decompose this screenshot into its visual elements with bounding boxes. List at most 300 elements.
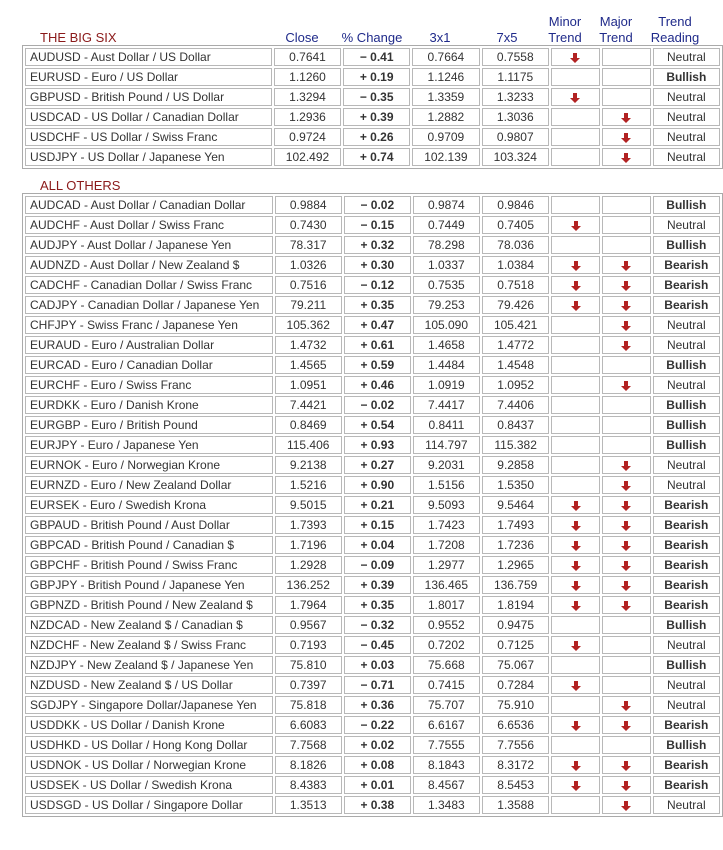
- percent-change: + 0.93: [344, 436, 411, 454]
- minor-trend-cell: [551, 296, 600, 314]
- trend-reading: Bearish: [653, 556, 720, 574]
- major-trend-cell: [602, 128, 651, 146]
- pair-name: USDSEK - US Dollar / Swedish Krona: [25, 776, 273, 794]
- percent-change: + 0.32: [344, 236, 411, 254]
- pair-name: USDNOK - US Dollar / Norwegian Krone: [25, 756, 273, 774]
- pair-name: USDJPY - US Dollar / Japanese Yen: [25, 148, 272, 166]
- percent-change: + 0.08: [344, 756, 411, 774]
- close-value: 0.7397: [275, 676, 342, 694]
- minor-trend-cell: [551, 396, 600, 414]
- down-arrow-icon: [570, 580, 582, 592]
- pair-name: EURCAD - Euro / Canadian Dollar: [25, 356, 273, 374]
- value-3x1: 1.3483: [413, 796, 480, 814]
- value-7x5: 1.0952: [482, 376, 549, 394]
- minor-trend-cell: [551, 676, 600, 694]
- percent-change: + 0.26: [343, 128, 410, 146]
- pair-name: EURCHF - Euro / Swiss Franc: [25, 376, 273, 394]
- value-3x1: 1.4484: [413, 356, 480, 374]
- value-7x5: 1.3233: [482, 88, 549, 106]
- value-7x5: 8.5453: [482, 776, 549, 794]
- percent-change: − 0.02: [344, 196, 411, 214]
- trend-reading: Bearish: [653, 716, 720, 734]
- value-3x1: 1.8017: [413, 596, 480, 614]
- trend-reading: Neutral: [653, 108, 720, 126]
- down-arrow-icon: [570, 500, 582, 512]
- table-row: [25, 256, 720, 274]
- close-value: 7.4421: [275, 396, 342, 414]
- close-value: 102.492: [274, 148, 341, 166]
- percent-change: + 0.03: [344, 656, 411, 674]
- value-3x1: 7.7555: [413, 736, 480, 754]
- down-arrow-icon: [570, 300, 582, 312]
- down-arrow-icon: [620, 152, 632, 164]
- table-row: [25, 296, 720, 314]
- minor-trend-cell: [551, 756, 600, 774]
- close-value: 7.7568: [275, 736, 342, 754]
- value-3x1: 1.0337: [413, 256, 480, 274]
- value-7x5: 1.8194: [482, 596, 549, 614]
- trend-reading: Neutral: [653, 456, 720, 474]
- close-value: 75.818: [275, 696, 342, 714]
- major-trend-cell: [602, 68, 651, 86]
- trend-reading: Neutral: [653, 128, 720, 146]
- down-arrow-icon: [570, 600, 582, 612]
- table-row: [25, 48, 720, 66]
- table-row: [25, 656, 720, 674]
- close-value: 0.8469: [275, 416, 342, 434]
- major-trend-cell: [602, 396, 651, 414]
- pair-name: GBPNZD - British Pound / New Zealand $: [25, 596, 273, 614]
- close-value: 1.0951: [275, 376, 342, 394]
- pair-name: CADCHF - Canadian Dollar / Swiss Franc: [25, 276, 273, 294]
- trend-reading: Bearish: [653, 756, 720, 774]
- value-3x1: 6.6167: [413, 716, 480, 734]
- value-3x1: 1.2977: [413, 556, 480, 574]
- value-7x5: 1.7236: [482, 536, 549, 554]
- value-3x1: 79.253: [413, 296, 480, 314]
- minor-trend-cell: [551, 196, 600, 214]
- value-7x5: 9.2858: [482, 456, 549, 474]
- table-row: [25, 68, 720, 86]
- value-7x5: 105.421: [482, 316, 549, 334]
- trend-reading: Neutral: [653, 696, 720, 714]
- table-row: [25, 148, 720, 166]
- value-7x5: 0.7558: [482, 48, 549, 66]
- close-value: 0.9884: [275, 196, 342, 214]
- major-trend-cell: [602, 616, 651, 634]
- value-3x1: 105.090: [413, 316, 480, 334]
- down-arrow-icon: [570, 540, 582, 552]
- close-value: 136.252: [275, 576, 342, 594]
- trend-reading: Neutral: [653, 676, 720, 694]
- value-3x1: 102.139: [412, 148, 479, 166]
- table-row: [25, 396, 720, 414]
- close-value: 1.2928: [275, 556, 342, 574]
- table-row: [25, 796, 720, 814]
- value-3x1: 75.707: [413, 696, 480, 714]
- down-arrow-icon: [620, 580, 632, 592]
- table-row: [25, 696, 720, 714]
- value-3x1: 0.9874: [413, 196, 480, 214]
- down-arrow-icon: [570, 640, 582, 652]
- percent-change: + 0.04: [344, 536, 411, 554]
- down-arrow-icon: [570, 220, 582, 232]
- table-row: [25, 196, 720, 214]
- down-arrow-icon: [620, 560, 632, 572]
- trend-reading: Bearish: [653, 296, 720, 314]
- value-3x1: 1.7423: [413, 516, 480, 534]
- trend-reading: Neutral: [653, 476, 720, 494]
- major-trend-cell: [602, 48, 651, 66]
- down-arrow-icon: [570, 760, 582, 772]
- value-7x5: 1.3036: [482, 108, 549, 126]
- value-7x5: 0.7284: [482, 676, 549, 694]
- value-7x5: 1.4548: [482, 356, 549, 374]
- major-trend-cell: [602, 656, 651, 674]
- pair-name: CADJPY - Canadian Dollar / Japanese Yen: [25, 296, 273, 314]
- percent-change: + 0.02: [344, 736, 411, 754]
- value-7x5: 1.5350: [482, 476, 549, 494]
- close-value: 0.9724: [274, 128, 341, 146]
- major-trend-cell: [602, 436, 651, 454]
- major-trend-cell: [602, 88, 651, 106]
- trend-reading: Bullish: [653, 656, 720, 674]
- minor-trend-cell: [551, 796, 600, 814]
- percent-change: − 0.22: [344, 716, 411, 734]
- table-row: [25, 216, 720, 234]
- minor-trend-cell: [551, 88, 600, 106]
- minor-trend-cell: [551, 356, 600, 374]
- minor-trend-cell: [551, 108, 600, 126]
- pair-name: AUDUSD - Aust Dollar / US Dollar: [25, 48, 272, 66]
- value-7x5: 75.910: [482, 696, 549, 714]
- major-trend-cell: [602, 496, 651, 514]
- minor-trend-cell: [551, 336, 600, 354]
- percent-change: − 0.71: [344, 676, 411, 694]
- table-row: [25, 596, 720, 614]
- value-7x5: 103.324: [482, 148, 549, 166]
- value-7x5: 78.036: [482, 236, 549, 254]
- major-trend-cell: [602, 196, 651, 214]
- percent-change: + 0.01: [344, 776, 411, 794]
- percent-change: + 0.35: [344, 296, 411, 314]
- major-trend-cell: [602, 636, 651, 654]
- trend-reading: Bullish: [653, 416, 720, 434]
- table-row: [25, 516, 720, 534]
- trend-reading: Bearish: [653, 776, 720, 794]
- close-value: 1.4732: [275, 336, 342, 354]
- value-3x1: 0.7664: [412, 48, 479, 66]
- percent-change: + 0.39: [344, 576, 411, 594]
- trend-reading: Neutral: [653, 216, 720, 234]
- major-trend-cell: [602, 148, 651, 166]
- percent-change: − 0.41: [343, 48, 410, 66]
- table-row: [25, 236, 720, 254]
- minor-trend-cell: [551, 68, 600, 86]
- major-trend-cell: [602, 596, 651, 614]
- trend-reading: Bearish: [653, 496, 720, 514]
- major-trend-cell: [602, 316, 651, 334]
- minor-trend-cell: [551, 616, 600, 634]
- down-arrow-icon: [620, 720, 632, 732]
- minor-trend-cell: [551, 576, 600, 594]
- table-row: [25, 88, 720, 106]
- trend-reading: Bearish: [653, 276, 720, 294]
- major-trend-cell: [602, 536, 651, 554]
- pair-name: USDCHF - US Dollar / Swiss Franc: [25, 128, 272, 146]
- minor-trend-cell: [551, 516, 600, 534]
- close-value: 9.5015: [275, 496, 342, 514]
- header-minor-trend-line1: Minor: [548, 14, 582, 29]
- table-row: [25, 496, 720, 514]
- close-value: 9.2138: [275, 456, 342, 474]
- value-3x1: 1.5156: [413, 476, 480, 494]
- major-trend-cell: [602, 696, 651, 714]
- major-trend-cell: [602, 336, 651, 354]
- close-value: 1.0326: [275, 256, 342, 274]
- pair-name: AUDCHF - Aust Dollar / Swiss Franc: [25, 216, 273, 234]
- table-row: [25, 756, 720, 774]
- value-3x1: 9.2031: [413, 456, 480, 474]
- minor-trend-cell: [551, 496, 600, 514]
- value-7x5: 0.7125: [482, 636, 549, 654]
- value-7x5: 0.9475: [482, 616, 549, 634]
- down-arrow-icon: [620, 300, 632, 312]
- table-row: [25, 716, 720, 734]
- table-row: [25, 576, 720, 594]
- down-arrow-icon: [570, 520, 582, 532]
- trend-reading: Neutral: [653, 376, 720, 394]
- minor-trend-cell: [551, 216, 600, 234]
- pair-name: NZDUSD - New Zealand $ / US Dollar: [25, 676, 273, 694]
- section-title-all-others: ALL OTHERS: [40, 178, 121, 193]
- header-close: Close: [285, 30, 319, 45]
- percent-change: + 0.47: [344, 316, 411, 334]
- pair-name: USDCAD - US Dollar / Canadian Dollar: [25, 108, 272, 126]
- minor-trend-cell: [551, 696, 600, 714]
- pair-name: EURSEK - Euro / Swedish Krona: [25, 496, 273, 514]
- pair-name: GBPJPY - British Pound / Japanese Yen: [25, 576, 273, 594]
- header-major-trend: [591, 14, 641, 46]
- close-value: 8.4383: [275, 776, 342, 794]
- pair-name: GBPCAD - British Pound / Canadian $: [25, 536, 273, 554]
- table-row: [25, 456, 720, 474]
- value-7x5: 1.0384: [482, 256, 549, 274]
- down-arrow-icon: [620, 540, 632, 552]
- major-trend-cell: [602, 416, 651, 434]
- table-row: [25, 336, 720, 354]
- trend-reading: Neutral: [653, 48, 720, 66]
- value-7x5: 7.7556: [482, 736, 549, 754]
- value-7x5: 0.9807: [482, 128, 549, 146]
- minor-trend-cell: [551, 596, 600, 614]
- minor-trend-cell: [551, 416, 600, 434]
- down-arrow-icon: [620, 480, 632, 492]
- header-major-trend-line2: Trend: [599, 30, 633, 45]
- percent-change: + 0.19: [343, 68, 410, 86]
- close-value: 6.6083: [275, 716, 342, 734]
- pair-name: CHFJPY - Swiss Franc / Japanese Yen: [25, 316, 273, 334]
- table-row: [25, 416, 720, 434]
- down-arrow-icon: [620, 600, 632, 612]
- down-arrow-icon: [620, 260, 632, 272]
- down-arrow-icon: [569, 52, 581, 64]
- down-arrow-icon: [620, 280, 632, 292]
- value-7x5: 136.759: [482, 576, 549, 594]
- header-change: % Change: [341, 30, 403, 45]
- big-six-table: [22, 45, 723, 169]
- pair-name: AUDCAD - Aust Dollar / Canadian Dollar: [25, 196, 273, 214]
- pair-name: USDSGD - US Dollar / Singapore Dollar: [25, 796, 273, 814]
- header-minor-trend: [540, 14, 590, 46]
- value-7x5: 1.3588: [482, 796, 549, 814]
- percent-change: − 0.12: [344, 276, 411, 294]
- close-value: 1.2936: [274, 108, 341, 126]
- pair-name: SGDJPY - Singapore Dollar/Japanese Yen: [25, 696, 273, 714]
- table-row: [25, 108, 720, 126]
- value-3x1: 114.797: [413, 436, 480, 454]
- trend-reading: Neutral: [653, 636, 720, 654]
- trend-reading: Bearish: [653, 516, 720, 534]
- minor-trend-cell: [551, 128, 600, 146]
- major-trend-cell: [602, 356, 651, 374]
- pair-name: EURDKK - Euro / Danish Krone: [25, 396, 273, 414]
- value-3x1: 1.3359: [412, 88, 479, 106]
- value-7x5: 1.1175: [482, 68, 549, 86]
- down-arrow-icon: [620, 460, 632, 472]
- down-arrow-icon: [620, 320, 632, 332]
- value-7x5: 8.3172: [482, 756, 549, 774]
- down-arrow-icon: [620, 760, 632, 772]
- minor-trend-cell: [551, 536, 600, 554]
- trend-reading: Neutral: [653, 148, 720, 166]
- percent-change: − 0.32: [344, 616, 411, 634]
- major-trend-cell: [602, 556, 651, 574]
- value-7x5: 7.4406: [482, 396, 549, 414]
- pair-name: GBPCHF - British Pound / Swiss Franc: [25, 556, 273, 574]
- trend-reading: Bullish: [653, 68, 720, 86]
- trend-reading: Neutral: [653, 316, 720, 334]
- pair-name: NZDCHF - New Zealand $ / Swiss Franc: [25, 636, 273, 654]
- major-trend-cell: [602, 376, 651, 394]
- value-7x5: 0.9846: [482, 196, 549, 214]
- close-value: 79.211: [275, 296, 342, 314]
- value-3x1: 8.1843: [413, 756, 480, 774]
- percent-change: + 0.61: [344, 336, 411, 354]
- percent-change: + 0.35: [344, 596, 411, 614]
- close-value: 0.7516: [275, 276, 342, 294]
- percent-change: + 0.36: [344, 696, 411, 714]
- value-3x1: 0.9552: [413, 616, 480, 634]
- percent-change: + 0.27: [344, 456, 411, 474]
- value-3x1: 0.7535: [413, 276, 480, 294]
- header-minor-trend-line2: Trend: [548, 30, 582, 45]
- major-trend-cell: [602, 576, 651, 594]
- pair-name: USDHKD - US Dollar / Hong Kong Dollar: [25, 736, 273, 754]
- value-7x5: 0.7405: [482, 216, 549, 234]
- minor-trend-cell: [551, 436, 600, 454]
- table-row: [25, 356, 720, 374]
- major-trend-cell: [602, 256, 651, 274]
- percent-change: + 0.90: [344, 476, 411, 494]
- value-3x1: 1.4658: [413, 336, 480, 354]
- value-3x1: 136.465: [413, 576, 480, 594]
- close-value: 1.1260: [274, 68, 341, 86]
- pair-name: EURNOK - Euro / Norwegian Krone: [25, 456, 273, 474]
- minor-trend-cell: [551, 316, 600, 334]
- percent-change: − 0.09: [344, 556, 411, 574]
- close-value: 0.7641: [274, 48, 341, 66]
- value-7x5: 0.8437: [482, 416, 549, 434]
- down-arrow-icon: [620, 112, 632, 124]
- value-7x5: 115.382: [482, 436, 549, 454]
- percent-change: + 0.54: [344, 416, 411, 434]
- major-trend-cell: [602, 676, 651, 694]
- pair-name: EURAUD - Euro / Australian Dollar: [25, 336, 273, 354]
- major-trend-cell: [602, 716, 651, 734]
- down-arrow-icon: [569, 92, 581, 104]
- minor-trend-cell: [551, 276, 600, 294]
- major-trend-cell: [602, 456, 651, 474]
- down-arrow-icon: [570, 280, 582, 292]
- trend-reading: Bullish: [653, 356, 720, 374]
- percent-change: + 0.38: [344, 796, 411, 814]
- close-value: 105.362: [275, 316, 342, 334]
- down-arrow-icon: [620, 780, 632, 792]
- major-trend-cell: [602, 776, 651, 794]
- value-7x5: 9.5464: [482, 496, 549, 514]
- pair-name: USDDKK - US Dollar / Danish Krone: [25, 716, 273, 734]
- percent-change: − 0.45: [344, 636, 411, 654]
- down-arrow-icon: [620, 380, 632, 392]
- value-3x1: 0.9709: [412, 128, 479, 146]
- value-7x5: 79.426: [482, 296, 549, 314]
- down-arrow-icon: [570, 780, 582, 792]
- minor-trend-cell: [551, 456, 600, 474]
- trend-reading: Bullish: [653, 736, 720, 754]
- table-row: [25, 736, 720, 754]
- minor-trend-cell: [551, 476, 600, 494]
- pair-name: EURGBP - Euro / British Pound: [25, 416, 273, 434]
- trend-reading: Neutral: [653, 88, 720, 106]
- trend-reading: Bearish: [653, 596, 720, 614]
- close-value: 1.4565: [275, 356, 342, 374]
- trend-reading: Bearish: [653, 576, 720, 594]
- value-3x1: 0.7449: [413, 216, 480, 234]
- table-row: [25, 556, 720, 574]
- table-row: [25, 316, 720, 334]
- down-arrow-icon: [570, 560, 582, 572]
- major-trend-cell: [602, 476, 651, 494]
- down-arrow-icon: [570, 720, 582, 732]
- value-3x1: 1.7208: [413, 536, 480, 554]
- close-value: 1.7393: [275, 516, 342, 534]
- trend-reading: Bullish: [653, 436, 720, 454]
- percent-change: + 0.30: [344, 256, 411, 274]
- close-value: 1.5216: [275, 476, 342, 494]
- value-3x1: 1.2882: [412, 108, 479, 126]
- pair-name: GBPUSD - British Pound / US Dollar: [25, 88, 272, 106]
- value-3x1: 78.298: [413, 236, 480, 254]
- minor-trend-cell: [551, 376, 600, 394]
- value-7x5: 1.2965: [482, 556, 549, 574]
- pair-name: EURJPY - Euro / Japanese Yen: [25, 436, 273, 454]
- table-row: [25, 536, 720, 554]
- down-arrow-icon: [620, 132, 632, 144]
- trend-reading: Bullish: [653, 396, 720, 414]
- value-3x1: 0.7202: [413, 636, 480, 654]
- header-3x1: 3x1: [429, 30, 451, 45]
